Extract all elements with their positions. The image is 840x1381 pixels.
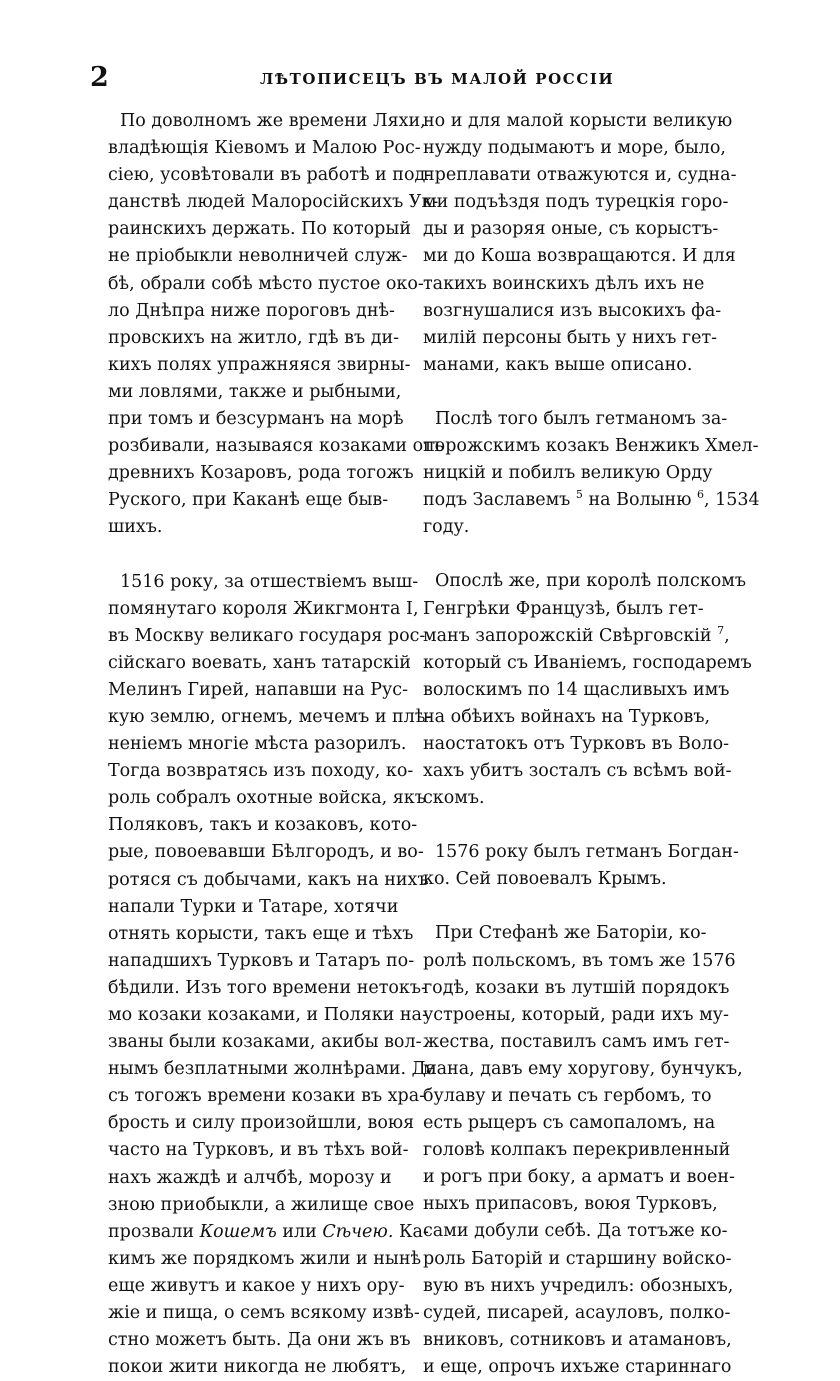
text-line: ротяся съ добычами, какъ на нихъ: [108, 867, 410, 894]
text-line: ды и разоряя оные, съ корыстъ-: [423, 216, 745, 243]
text-line: жіе и пища, о семъ всякому извѣ-: [108, 1300, 410, 1327]
text-line: бѣ, обрали собѣ мѣсто пустое око-: [108, 271, 410, 298]
paragraph: [108, 108, 410, 542]
text-line: данствѣ людей Малоросійскихъ Ук-: [108, 189, 410, 216]
text-line: порожскимъ козакъ Венжикъ Хмел-: [423, 433, 745, 460]
text-line: древнихъ Козаровъ, рода тогожъ: [108, 460, 410, 487]
page-header: [90, 62, 750, 96]
text-line: ко. Сей повоевалъ Крымъ.: [423, 866, 745, 893]
text-line: головѣ колпакъ перекривленный: [423, 1137, 745, 1164]
text-line: Тогда возвратясь изъ походу, ко-: [108, 758, 410, 785]
text-line: помянутаго короля Жикгмонта I,: [108, 596, 410, 623]
text-fragment: ,: [724, 626, 730, 646]
page-number: 2: [90, 62, 109, 93]
text-line: устроены, который, ради ихъ му-: [423, 1002, 745, 1029]
text-line: возгнушалися изъ высокихъ фа-: [423, 298, 745, 325]
text-line: ми подъѣздя подъ турецкія горо-: [423, 189, 745, 216]
text-line: преплавати отважуются и, судна-: [423, 162, 745, 189]
text-line: неніемъ многіе мѣста разорилъ.: [108, 731, 410, 758]
text-line: ныхъ припасовъ, воюя Турковъ,: [423, 1191, 745, 1218]
text-line: 1516 року, за отшествіемъ выш-: [108, 569, 410, 596]
text-line: нужду подымаютъ и море, было,: [423, 135, 745, 162]
text-line: нымъ безплатными жолнѣрами. Да: [108, 1056, 410, 1083]
text-line: званы были козаками, акибы вол-: [108, 1029, 410, 1056]
text-line: въ Москву великаго государя рос-: [108, 623, 410, 650]
text-line: манами, какъ выше описано.: [423, 352, 745, 379]
text-line: нападшихъ Турковъ и Татаръ по-: [108, 948, 410, 975]
paragraph-spacer: [423, 379, 745, 406]
text-line: кую землю, огнемъ, мечемъ и плѣ-: [108, 704, 410, 731]
text-line: Руского, при Каканѣ еще быв-: [108, 487, 410, 514]
text-line: кимъ же порядкомъ жили и нынѣ: [108, 1246, 410, 1273]
italic-term-sicheyu: Сѣчею.: [322, 1222, 393, 1242]
text-line: владѣющія Кіевомъ и Малою Рос-: [108, 135, 410, 162]
text-line: и еще, опрочъ ихъже стариннаго: [423, 1354, 745, 1381]
text-line: не пріобыкли неволничей служ-: [108, 243, 410, 270]
text-line: отнять корысти, такъ еще и тѣхъ: [108, 921, 410, 948]
text-line: и рогъ при боку, а арматъ и воен-: [423, 1164, 745, 1191]
text-line: розбивали, называяся козаками отъ: [108, 433, 410, 460]
text-line: роль Баторій и старшину войско-: [423, 1246, 745, 1273]
text-line-with-footnotes: [423, 623, 745, 650]
right-column: [423, 108, 745, 1381]
text-line: стно можетъ быть. Да они жъ въ: [108, 1327, 410, 1354]
paragraph: [423, 108, 745, 379]
text-fragment: Ка-: [393, 1222, 428, 1242]
paragraph-spacer: [423, 541, 745, 568]
text-line: нахъ жаждѣ и алчбѣ, морозу и: [108, 1165, 410, 1192]
text-fragment: подъ Заславемъ: [423, 490, 576, 510]
text-line: ролѣ польскомъ, въ томъ же 1576: [423, 948, 745, 975]
paragraph: [423, 839, 745, 893]
text-line: Поляковъ, такъ и козаковъ, кото-: [108, 812, 410, 839]
text-line: который съ Иваніемъ, господаремъ: [423, 650, 745, 677]
text-line: на обѣихъ войнахъ на Турковъ,: [423, 704, 745, 731]
text-line: шихъ.: [108, 514, 410, 541]
paragraph: [423, 406, 745, 541]
text-line: роль собралъ охотные войска, якъ: [108, 785, 410, 812]
text-line: При Стефанѣ же Баторіи, ко-: [423, 920, 745, 947]
text-line: мо козаки козаками, и Поляки на-: [108, 1002, 410, 1029]
text-fragment: прозвали: [108, 1222, 200, 1242]
text-line: ми до Коша возвращаются. И для: [423, 243, 745, 270]
text-line: году.: [423, 514, 745, 541]
text-line: Послѣ того былъ гетманомъ за-: [423, 406, 745, 433]
text-line-with-footnotes: [423, 487, 745, 514]
text-line: ло Днѣпра ниже пороговъ днѣ-: [108, 298, 410, 325]
paragraph: [108, 569, 410, 1381]
text-line: при томъ и безсурманъ на морѣ: [108, 406, 410, 433]
text-line: есть рыцеръ съ самопаломъ, на: [423, 1110, 745, 1137]
italic-term-koshem: Кошемъ: [200, 1222, 277, 1242]
paragraph: [423, 568, 745, 812]
paragraph: [423, 920, 745, 1381]
text-fragment: или: [277, 1222, 323, 1242]
text-fragment: манъ запорожскій Свѣрговскій: [423, 626, 717, 646]
text-line: булаву и печать съ гербомъ, то: [423, 1083, 745, 1110]
text-line: жества, поставилъ самъ имъ гет-: [423, 1029, 745, 1056]
text-line: По доволномъ же времени Ляхи,: [108, 108, 410, 135]
text-line: скомъ.: [423, 785, 745, 812]
text-line: судей, писарей, асауловъ, полко-: [423, 1300, 745, 1327]
text-line: хахъ убитъ зосталъ съ всѣмъ вой-: [423, 758, 745, 785]
text-line: брость и силу произойшли, воюя: [108, 1110, 410, 1137]
text-line: раинскихъ держать. По который: [108, 216, 410, 243]
footnote-marker: 7: [717, 624, 724, 637]
text-line: рые, повоевавши Бѣлгородъ, и во-: [108, 839, 410, 866]
running-title: ЛѢТОПИСЕЦЪ ВЪ МАЛОЙ РОССІИ: [260, 70, 614, 88]
left-column: [108, 108, 410, 1381]
text-line: сами добули себѣ. Да тотъже ко-: [423, 1218, 745, 1245]
text-line: зною приобыкли, а жилище свое: [108, 1192, 410, 1219]
text-line: провскихъ на житло, гдѣ въ ди-: [108, 325, 410, 352]
text-line: сіею, усовѣтовали въ работѣ и под-: [108, 162, 410, 189]
text-line: 1576 року былъ гетманъ Богдан-: [423, 839, 745, 866]
text-line: волоскимъ по 14 щасливыхъ имъ: [423, 677, 745, 704]
text-line: мана, давъ ему хоругову, бунчукъ,: [423, 1056, 745, 1083]
text-line: ницкій и побилъ великую Орду: [423, 460, 745, 487]
text-line: такихъ воинскихъ дѣлъ ихъ не: [423, 271, 745, 298]
text-line: наостатокъ отъ Турковъ въ Воло-: [423, 731, 745, 758]
footnote-marker: 5: [576, 488, 583, 501]
paragraph-spacer: [423, 812, 745, 839]
text-line: Опослѣ же, при королѣ полскомъ: [423, 568, 745, 595]
text-line: но и для малой корысти великую: [423, 108, 745, 135]
text-line: милій персоны быть у нихъ гет-: [423, 325, 745, 352]
text-line: покои жити никогда не любятъ,: [108, 1354, 410, 1381]
text-fragment: на Волыню: [583, 490, 697, 510]
text-line: съ тогожъ времени козаки въ хра-: [108, 1083, 410, 1110]
text-fragment: , 1534: [704, 490, 760, 510]
text-line: вую въ нихъ учредилъ: обозныхъ,: [423, 1273, 745, 1300]
text-line: Мелинъ Гирей, напавши на Рус-: [108, 677, 410, 704]
text-line-italic: [108, 1219, 410, 1246]
text-line: ми ловлями, также и рыбными,: [108, 379, 410, 406]
text-line: бѣдили. Изъ того времени нетокъ-: [108, 975, 410, 1002]
paragraph-spacer: [423, 893, 745, 920]
text-line: еще живутъ и какое у нихъ ору-: [108, 1273, 410, 1300]
text-line: напали Турки и Татаре, хотячи: [108, 894, 410, 921]
text-line: Генгрѣки Французѣ, былъ гет-: [423, 596, 745, 623]
text-line: годѣ, козаки въ лутшій порядокъ: [423, 975, 745, 1002]
text-line: кихъ полях упражняяся звирны-: [108, 352, 410, 379]
paragraph-spacer: [108, 542, 410, 569]
text-line: вниковъ, сотниковъ и атамановъ,: [423, 1327, 745, 1354]
text-line: часто на Турковъ, и въ тѣхъ вой-: [108, 1137, 410, 1164]
footnote-marker: 6: [697, 488, 704, 501]
text-line: сійскаго воевать, ханъ татарскій: [108, 650, 410, 677]
